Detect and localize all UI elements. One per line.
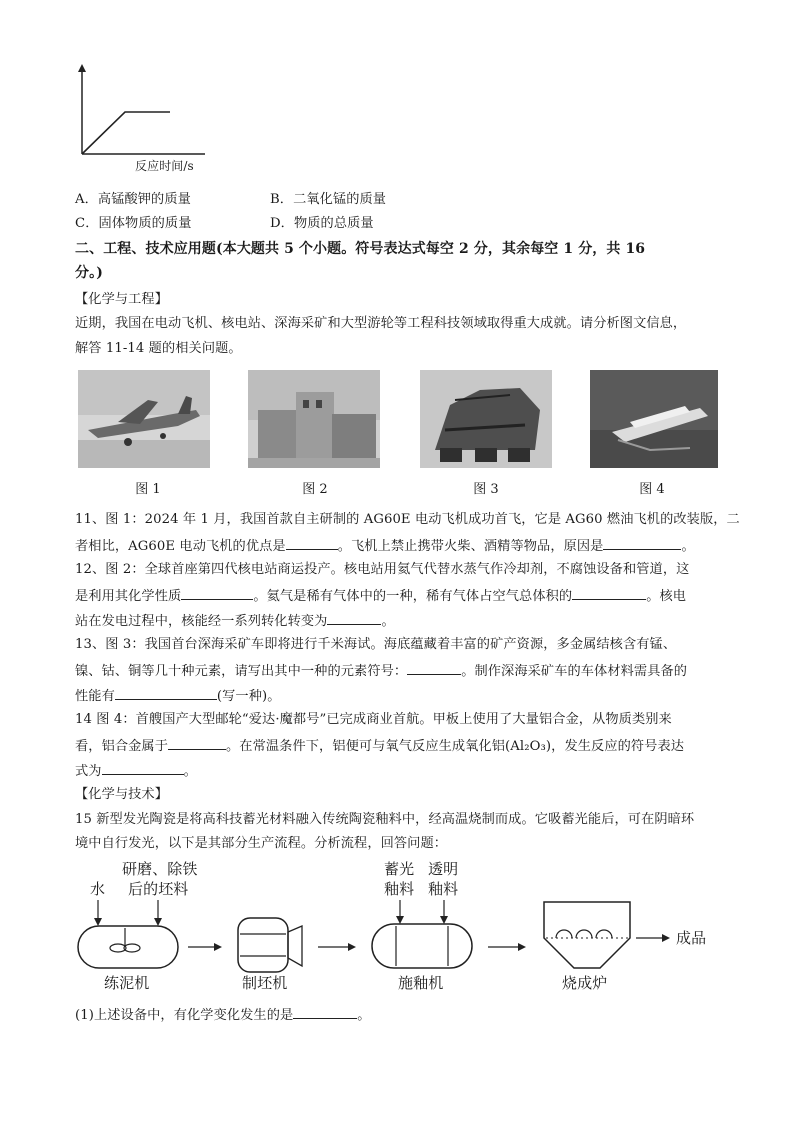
flow-mixer-label: 练泥机 [104, 974, 150, 992]
q12-text-c: 。核电 [646, 589, 687, 604]
q11-blank-1[interactable] [286, 535, 338, 550]
flow-kiln-label: 烧成炉 [562, 974, 608, 992]
caption-fig4: 图 4 [639, 482, 665, 497]
flow-raw-label-1: 研磨、除铁 [122, 860, 198, 878]
q12-line3 [75, 610, 395, 631]
q13-text-d: (写一种)。 [216, 689, 281, 704]
q15-1-text-b: 。 [357, 1008, 371, 1023]
q11-text-c: 。 [681, 539, 695, 554]
q15-1-text-a: (1)上述设备中，有化学变化发生的是 [75, 1008, 294, 1023]
q13-text-a: 镍、钴、铜等几十种元素，请写出其中一种的元素符号： [75, 664, 408, 679]
flow-product-label: 成品 [676, 929, 707, 947]
q14-blank-2[interactable] [102, 760, 184, 775]
q14-text-b: 。在常温条件下，铝便可与氧气反应生成氧化铝(Al₂O₃)，发生反应的符号表达 [226, 739, 685, 754]
option-b: B．二氧化锰的质量 [270, 192, 387, 207]
q12-blank-2[interactable] [572, 585, 646, 600]
tech-header: 【化学与技术】 [75, 787, 169, 802]
reaction-graph [70, 62, 210, 162]
q13-blank-2[interactable] [115, 685, 217, 700]
caption-fig3: 图 3 [473, 482, 499, 497]
tech-intro-line1: 15 新型发光陶瓷是将高科技蓄光材料融入传统陶瓷釉料中，经高温烧制而成。它吸蓄光能后，可在阴暗环 [75, 812, 695, 827]
q12-line1: 12、图 2：全球首座第四代核电站商运投产。核电站用氦气代替水蒸气作冷却剂，不腐蚀设备和管道，这 [75, 562, 690, 577]
section2-title-line1: 二、工程、技术应用题(本大题共 5 个小题。符号表达式每空 2 分，其余每空 1 分，共 16 [75, 241, 646, 257]
graph-xlabel: 反应时间/s [135, 159, 194, 173]
q13-line2 [75, 660, 687, 681]
q15-1-line [75, 1004, 371, 1025]
q13-text-c: 性能有 [75, 689, 115, 704]
q12-line2 [75, 585, 686, 606]
option-c: C．固体物质的质量 [75, 216, 192, 231]
eng-intro-line1: 近期，我国在电动飞机、核电站、深海采矿和大型游轮等工程科技领域取得重大成就。请分析图文信息， [75, 316, 687, 331]
q14-line2 [75, 735, 684, 756]
q13-text-b: 。制作深海采矿车的车体材料需具备的 [461, 664, 688, 679]
caption-fig1: 图 1 [135, 482, 161, 497]
q14-line3 [75, 760, 197, 781]
y-axis-arrow [78, 64, 86, 72]
q13-line3 [75, 685, 281, 706]
option-d: D．物质的总质量 [270, 216, 374, 231]
q14-line1: 14 图 4：首艘国产大型邮轮“爱达·魔都号”已完成商业首航。甲板上使用了大量铝合金，从物质类别来 [75, 712, 672, 727]
flow-glazing-label: 施釉机 [398, 974, 444, 992]
eng-intro-line2: 解答 11-14 题的相关问题。 [75, 341, 242, 356]
q11-line2 [75, 535, 695, 556]
graph-curve [82, 112, 170, 154]
flow-raw-label-2: 后的坯料 [128, 880, 189, 898]
forming-machine-shape [238, 918, 288, 972]
q11-line1: 11、图 1：2024 年 1 月，我国首款自主研制的 AG60E 电动飞机成功首飞，它是 AG60 燃油飞机的改装版，二 [75, 512, 740, 527]
glazing-machine-shape [372, 924, 472, 968]
q11-text-b: 。飞机上禁止携带火柴、酒精等物品，原因是 [337, 539, 604, 554]
q12-blank-3[interactable] [327, 610, 381, 625]
q14-text-d: 。 [183, 764, 197, 779]
q11-blank-2[interactable] [603, 535, 681, 550]
flow-glaze2-label-1: 透明 [428, 860, 459, 878]
photo-deep-sea-miner [420, 370, 552, 468]
q13-blank-1[interactable] [407, 660, 461, 675]
flow-glaze1-label-2: 釉料 [384, 880, 415, 898]
mixer-shape [78, 926, 178, 968]
q13-line1: 13、图 3：我国首台深海采矿车即将进行千米海试。海底蕴藏着丰富的矿产资源，多金属结核含有锰、 [75, 637, 677, 652]
q11-text-a: 者相比，AG60E 电动飞机的优点是 [75, 539, 286, 554]
eng-header: 【化学与工程】 [75, 292, 169, 307]
flow-glaze2-label-2: 釉料 [428, 880, 459, 898]
q14-blank-1[interactable] [168, 735, 226, 750]
q12-blank-1[interactable] [181, 585, 253, 600]
photo-cruise-ship [590, 370, 718, 468]
tech-intro-line2: 境中自行发光，以下是其部分生产流程。分析流程，回答问题： [75, 836, 448, 851]
option-a: A．高锰酸钾的质量 [75, 192, 191, 207]
photo-nuclear-plant [248, 370, 380, 468]
flow-water-label: 水 [90, 880, 106, 898]
q14-text-a: 看，铝合金属于 [75, 739, 169, 754]
q12-text-d: 站在发电过程中，核能经一系列转化转变为 [75, 614, 328, 629]
photo-electric-plane [78, 370, 210, 468]
caption-fig2: 图 2 [302, 482, 328, 497]
q12-text-a: 是利用其化学性质 [75, 589, 182, 604]
q12-text-b: 。氦气是稀有气体中的一种，稀有气体占空气总体积的 [253, 589, 573, 604]
q12-text-e: 。 [381, 614, 395, 629]
flow-forming-label: 制坯机 [242, 974, 288, 992]
q15-1-blank[interactable] [293, 1004, 357, 1019]
section2-title-line2: 分。) [75, 265, 103, 281]
flow-glaze1-label-1: 蓄光 [384, 860, 415, 878]
q14-text-c: 式为 [75, 764, 102, 779]
